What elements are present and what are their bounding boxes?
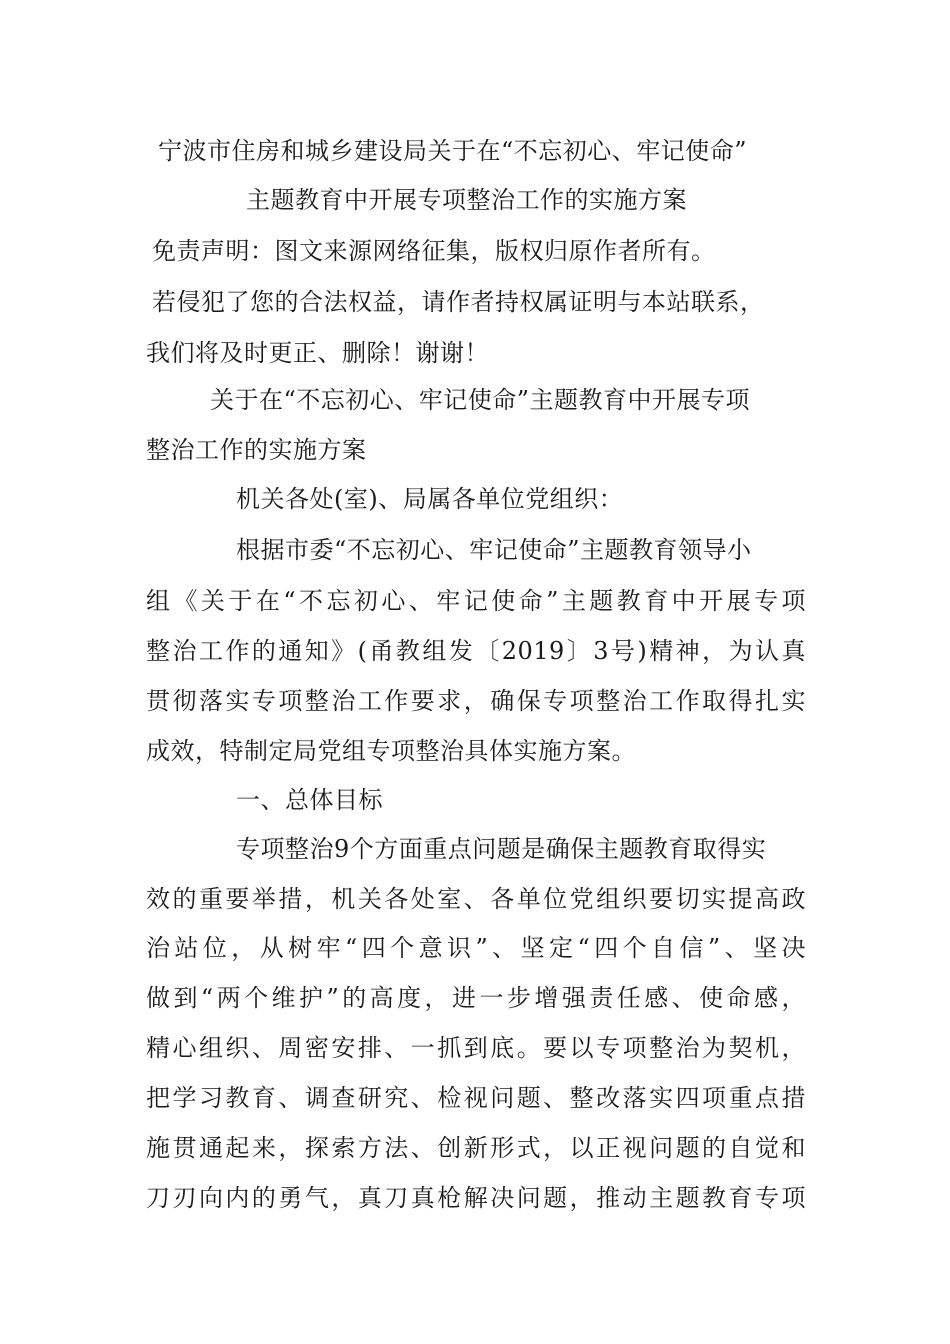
title-line-2: 主题教育中开展专项整治工作的实施方案 (246, 186, 687, 214)
paragraph2-line: 治站位，从树牢“四个意识”、坚定“四个自信”、坚决 (146, 934, 806, 962)
salutation: 机关各处(室)、局属各单位党组织： (236, 485, 624, 513)
disclaimer-line-1: 免责声明：图文来源网络征集，版权归原作者所有。 (152, 237, 716, 265)
paragraph2-line: 刀刃向内的勇气，真刀真枪解决问题，推动主题教育专项 (146, 1184, 806, 1212)
disclaimer-line-3: 我们将及时更正、删除！谢谢！ (146, 339, 489, 367)
disclaimer-line-2: 若侵犯了您的合法权益，请作者持权属证明与本站联系， (152, 288, 765, 316)
paragraph2-line: 效的重要举措，机关各处室、各单位党组织要切实提高政 (146, 885, 806, 913)
paragraph2-line: 精心组织、周密安排、一抓到底。要以专项整治为契机， (146, 1034, 806, 1062)
subtitle-line-1: 关于在“不忘初心、牢记使命”主题教育中开展专项 (210, 386, 751, 414)
paragraph1-line: 组《关于在“不忘初心、牢记使命”主题教育中开展专项 (146, 587, 806, 615)
subtitle-line-2: 整治工作的实施方案 (146, 436, 367, 464)
section-heading: 一、总体目标 (236, 786, 383, 814)
paragraph2-line: 施贯通起来，探索方法、创新形式，以正视问题的自觉和 (146, 1134, 806, 1162)
paragraph2-line: 做到“两个维护”的高度，进一步增强责任感、使命感， (146, 984, 806, 1012)
paragraph1-line: 成效，特制定局党组专项整治具体实施方案。 (146, 737, 636, 765)
paragraph1-line: 整治工作的通知》(甬教组发〔2019〕3号)精神，为认真 (146, 637, 806, 665)
paragraph1-line: 贯彻落实专项整治工作要求，确保专项整治工作取得扎实 (146, 687, 806, 715)
title-line-1: 宁波市住房和城乡建设局关于在“不忘初心、牢记使命” (158, 137, 748, 165)
paragraph2-line: 把学习教育、调查研究、检视问题、整改落实四项重点措 (146, 1084, 806, 1112)
paragraph1-line: 根据市委“不忘初心、牢记使命”主题教育领导小 (236, 536, 752, 564)
paragraph2-line: 专项整治9个方面重点问题是确保主题教育取得实 (236, 835, 767, 863)
